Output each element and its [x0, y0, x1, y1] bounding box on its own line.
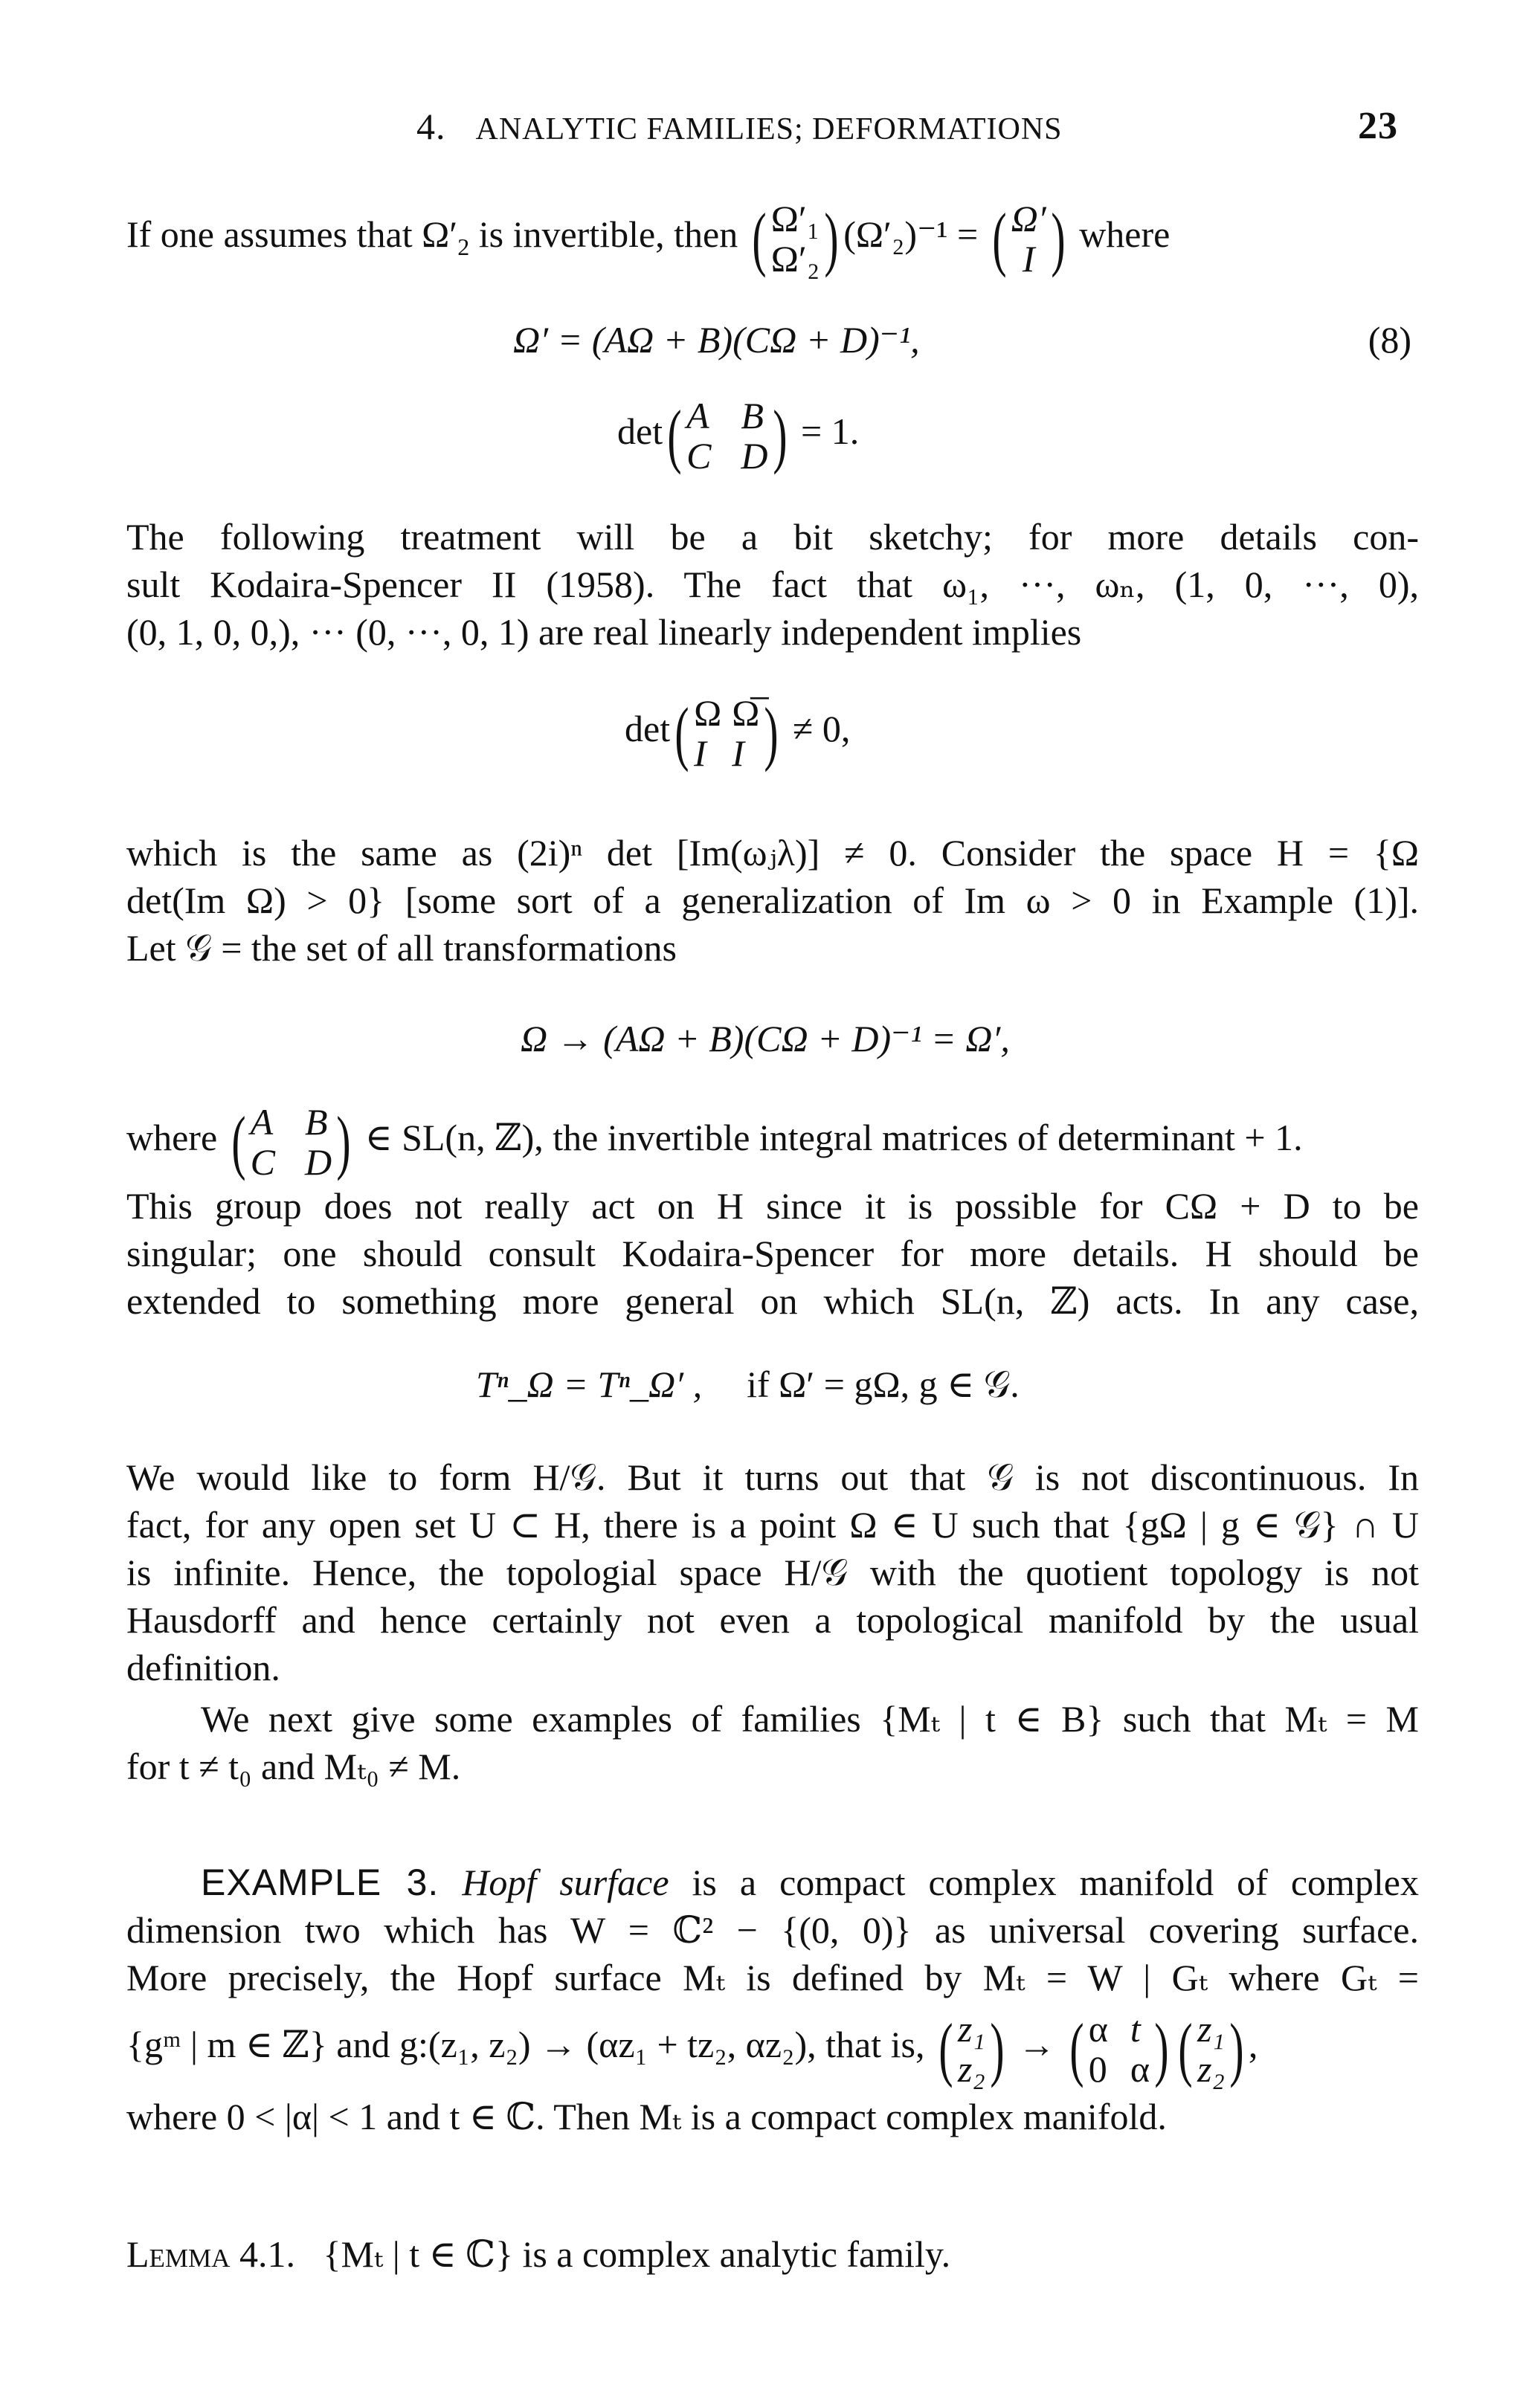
- torus-condition: if Ω′ = gΩ, g ∈ 𝒢.: [747, 1363, 1020, 1405]
- para3-d: D: [304, 1140, 332, 1183]
- intro-matrix-right: [1011, 198, 1046, 279]
- example3-line5: where 0 < |α| < 1 and t ∈ ℂ. Then Mₜ is a compact complex manifold.: [126, 2096, 1167, 2137]
- det1-matrix: [686, 396, 767, 476]
- para1-line1: The following treatment will be a bit sketchy; for more details con-: [126, 516, 1419, 558]
- para5-line2: for t ≠ t₀ and Mₜ₀ ≠ M.: [126, 1746, 461, 1787]
- intro-text-after: where: [1069, 213, 1171, 255]
- example3-mat-c: 0: [1088, 2047, 1107, 2090]
- intro-text-mid: is invertible, then: [469, 213, 747, 255]
- example3-vec2-top: z₁: [1197, 2007, 1225, 2050]
- example3-line4-text: {gᵐ | m ∈ ℤ} and g:(z₁, z₂) → (αz₁ + tz₂, αz₂), that is,: [126, 2024, 925, 2065]
- para2-line3: Let 𝒢 = the set of all transformations: [126, 927, 677, 969]
- example3-vector-right: [1197, 2009, 1225, 2089]
- intro-sub: 2: [457, 233, 470, 260]
- para4-line1: We would like to form H/𝒢. But it turns out that 𝒢 is not discontinuous. In: [126, 1456, 1419, 1498]
- lemma-text: {Mₜ | t ∈ ℂ} is a complex analytic family.: [323, 2233, 951, 2275]
- para4-line4: Hausdorff and hence certainly not even a topological manifold by the usual: [126, 1599, 1419, 1641]
- example3-label: EXAMPLE 3.: [201, 1862, 439, 1903]
- para1-line2: sult Kodaira-Spencer II (1958). The fact that ω₁, ···, ωₙ, (1, 0, ···, 0),: [126, 564, 1419, 605]
- determinant-equation-1: det( A B C D ) = 1.: [617, 394, 860, 477]
- chapter-number: 4.: [416, 106, 446, 147]
- para4-line5: definition.: [126, 1647, 280, 1688]
- det1-label: det: [617, 410, 663, 452]
- page-number: 23: [1358, 105, 1398, 147]
- transformation-equation: Ω → (AΩ + B)(CΩ + D)⁻¹ = Ω′,: [521, 1018, 1010, 1059]
- intro-matrix-left: [771, 198, 820, 279]
- intro-matrix-left-bot: Ω′₂: [770, 237, 820, 280]
- torus-equation: [476, 1360, 1020, 1408]
- example3-vec2-bot: z₂: [1197, 2047, 1225, 2090]
- para3-line3: singular; one should consult Kodaira-Spencer for more details. H should be: [126, 1233, 1419, 1274]
- det2-label: det: [625, 708, 671, 749]
- example3-line1: [201, 1859, 1419, 1906]
- det1-c: C: [686, 434, 712, 477]
- det2-c: I: [694, 732, 706, 774]
- example3-mat-b: t: [1130, 2007, 1141, 2050]
- example3-line4: {gᵐ | m ∈ ℤ} and g:(z₁, z₂) → (αz₁ + tz₂, αz₂), that is, ( z₁ z₂ ) → ( α t 0 α ) ( z₁ z₂ ) ,: [126, 2007, 1258, 2090]
- intro-text-before: If one assumes that Ω′: [126, 213, 458, 255]
- para3-a: A: [250, 1100, 274, 1143]
- example3-term: Hopf surface: [462, 1862, 669, 1903]
- lemma-label: Lemma 4.1.: [126, 2233, 295, 2275]
- para3-where: where: [126, 1117, 218, 1158]
- para3-line2: This group does not really act on H since it is possible for CΩ + D to be: [126, 1185, 1419, 1227]
- example3-line1-rest: is a compact complex manifold of complex: [669, 1862, 1420, 1903]
- example3-vec-top: z₁: [957, 2007, 985, 2050]
- para3-line1: where ( A B C D ) ∈ SL(n, ℤ), the invertible integral matrices of determinant + 1.: [126, 1100, 1303, 1183]
- para3-b: B: [304, 1100, 328, 1143]
- para2-line1: which is the same as (2i)ⁿ det [Im(ωⱼλ)] ≠ 0. Consider the space H = {Ω: [126, 832, 1419, 874]
- det2-b: Ω̅: [732, 691, 760, 734]
- det2-matrix: [694, 693, 759, 773]
- determinant-equation-2: det( Ω Ω̅ I I ) ≠ 0,: [625, 691, 851, 774]
- equation-8: Ω′ = (AΩ + B)(CΩ + D)⁻¹,: [513, 319, 920, 361]
- example3-line3: More precisely, the Hopf surface Mₜ is defined by Mₜ = W | Gₜ where Gₜ =: [126, 1957, 1419, 1998]
- para1-line3: (0, 1, 0, 0,), ··· (0, ···, 0, 1) are real linearly independent implies: [126, 611, 1082, 653]
- intro-matrix-right-top: Ω′: [1011, 197, 1046, 239]
- det1-a: A: [686, 394, 709, 436]
- para4-line2: fact, for any open set U ⊂ H, there is a point Ω ∈ U such that {gΩ | g ∈ 𝒢} ∩ U: [126, 1504, 1419, 1546]
- para3-c: C: [250, 1140, 275, 1183]
- para3-line4: extended to something more general on which SL(n, ℤ) acts. In any case,: [126, 1280, 1419, 1322]
- intro-matrix-left-top: Ω′₁: [770, 197, 820, 239]
- lemma-4-1: [126, 2230, 950, 2278]
- det1-b: B: [741, 394, 764, 436]
- det2-a: Ω: [694, 691, 722, 734]
- intro-inverse: (Ω′₂)⁻¹ =: [843, 213, 988, 255]
- running-header: [416, 104, 1063, 152]
- para5-line1: We next give some examples of families {Mₜ | t ∈ B} such that Mₜ = M: [201, 1698, 1419, 1740]
- example3-mat-d: α: [1130, 2047, 1150, 2090]
- para2-line2: det(Im Ω) > 0} [some sort of a generalization of Im ω > 0 in Example (1)].: [126, 879, 1419, 921]
- example3-vec-bot: z₂: [957, 2047, 985, 2090]
- para4-line3: is infinite. Hence, the topologial space H/𝒢 with the quotient topology is not: [126, 1552, 1419, 1593]
- det1-d: D: [741, 434, 768, 477]
- chapter-title: ANALYTIC FAMILIES; DEFORMATIONS: [475, 112, 1063, 146]
- det1-rhs: = 1.: [801, 410, 860, 452]
- intro-line: If one assumes that $\Omega'_2$ is invertible, then ( Ω′₁ Ω′₂ ) (Ω′₂)⁻¹ = ( Ω′ I ) where: [126, 197, 1171, 280]
- example3-matrix: [1089, 2009, 1150, 2089]
- para3-matrix: [251, 1102, 332, 1182]
- example3-mat-a: α: [1088, 2007, 1108, 2050]
- torus-formula: Tⁿ_Ω = Tⁿ_Ω′ ,: [476, 1363, 703, 1405]
- equation-number-8: (8): [1368, 319, 1411, 361]
- example3-line2: dimension two which has W = ℂ² − {(0, 0)} as universal covering surface.: [126, 1909, 1419, 1951]
- para3-after-matrix: ∈ SL(n, ℤ), the invertible integral matrices of determinant + 1.: [364, 1117, 1303, 1158]
- example3-vector-left: [958, 2009, 985, 2089]
- det2-rhs: ≠ 0,: [792, 708, 851, 749]
- det2-d: I: [732, 732, 744, 774]
- intro-matrix-right-bot: I: [1022, 237, 1035, 280]
